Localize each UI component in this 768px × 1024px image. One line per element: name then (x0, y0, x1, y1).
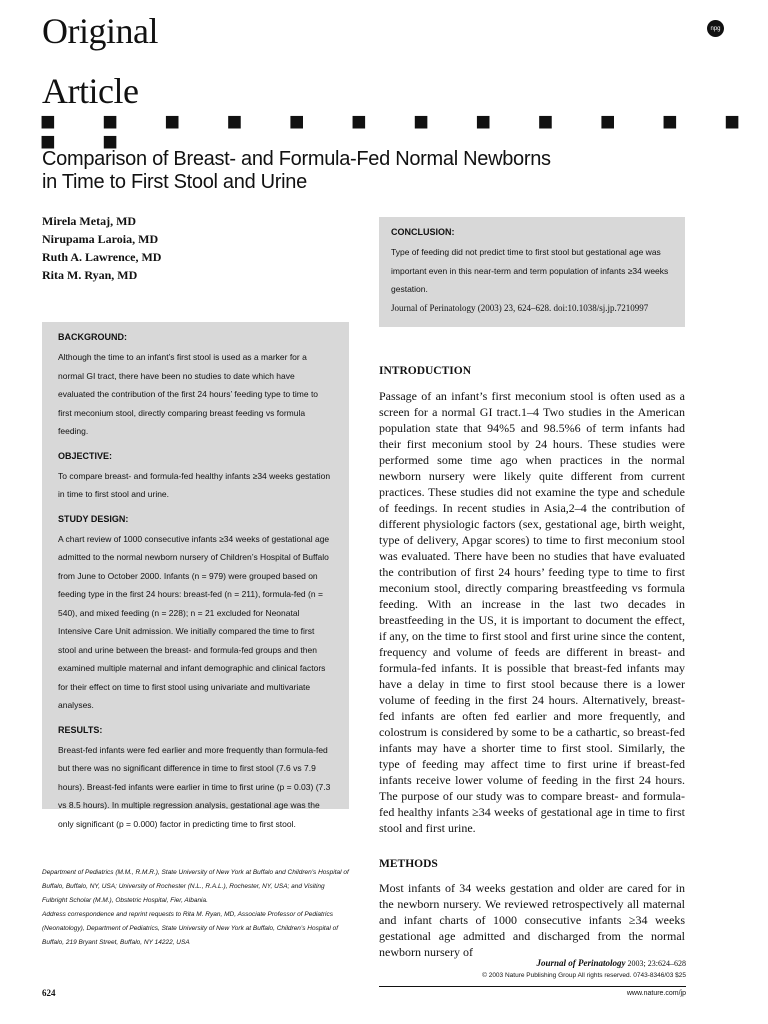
introduction-text: Passage of an infant’s first meconium stool is often used as a screen for a normal GI tract.1–4 Two studies in the American population state that 94%5 and 98.5%6 of term infants had their first meconium stool by 24 hours. These studies were performed some time ago when practices in the normal newborn nursery were likely quite different from current practices. These studies did not examine the type and schedule of feedings. In recent studies in Asia,2–4 the contribution of different physiologic factors (sex, gestational age, birth weight, type of delivery, Apgar scores) to time to first meconium stool was evaluated. There have been no studies that have evaluated the contribution of first 24 hours’ feeding type to time to first meconium stool, directly comparing breastfeeding vs formula feeding. With an increase in the last two decades in breastfeeding in the US, it is important to document the effect, if any, on the time to first stool and first urine since the content, frequency and volume of feeds are different in breast- and formula-fed infants. It is possible that breast-fed infants may have a delay in time to first stool because there is a lower volume of feeding in the first 24 hours. Alternatively, breast-fed infants are often fed earlier and more frequently, and colostrum is considered by some to be a cathartic, so breast-fed infants may have a shorter time to first stool. Similarly, the type of feeding may affect time to first urine if breast-fed infants receive lower volume of feeding in the first 24 hours. The purpose of our study was to compare breast- and formula-fed healthy infants ≥34 weeks of gestational age in time to first stool and first urine. (379, 389, 685, 835)
section-label-original: Original (42, 11, 158, 51)
introduction-heading: INTRODUCTION (379, 365, 472, 377)
objective-text: To compare breast- and formula-fed healthy infants ≥34 weeks gestation in time to first stool and urine. (58, 470, 331, 499)
article-title-line2: in Time to First Stool and Urine (42, 171, 307, 193)
author-name: Ruth A. Lawrence, MD (42, 250, 162, 264)
methods-heading: METHODS (379, 858, 438, 870)
results-heading: RESULTS: (58, 724, 103, 735)
affiliations: Department of Pediatrics (M.M., R.M.R.), State University of New York at Buffalo and Children’s Hospital of Buffalo, Buffalo, NY, USA; University of Rochester (N.L., R.A.L.), Rochester, NY, USA; and Visiting Fulbright Scholar (M.M.), Obstetric Hospital, Fier, Albania. (42, 869, 349, 904)
conclusion-text: Type of feeding did not predict time to first stool but gestational age was important even in this near-term and term population of infants ≥34 weeks gestation. (391, 247, 669, 294)
copyright: © 2003 Nature Publishing Group All rights reserved. 0743-8346/03 $25 (482, 972, 686, 979)
objective-heading: OBJECTIVE: (58, 450, 113, 461)
citation: Journal of Perinatology (2003) 23, 624–628. doi:10.1038/sj.jp.7210997 (391, 302, 649, 313)
article-title-line1: Comparison of Breast- and Formula-Fed Normal Newborns (42, 148, 551, 170)
correspondence-address: Address correspondence and reprint requests to Rita M. Ryan, MD, Associate Professor of Pediatrics (Neonatology), Department of Pediatrics, State University of New York at Buffalo, Children’s Hospital of Buffalo, 219 Bryant Street, Buffalo, NY 14222, USA (42, 911, 339, 946)
background-heading: BACKGROUND: (58, 332, 127, 342)
footer-rule (379, 986, 686, 987)
conclusion-heading: CONCLUSION: (391, 227, 455, 237)
study-design-heading: STUDY DESIGN: (58, 513, 129, 524)
abstract-box (42, 322, 349, 829)
study-design-text: A chart review of 1000 consecutive infants ≥34 weeks of gestational age admitted to the normal newborn nursery of Children’s Hospital of Buffalo from June to October 2000. Infants (n = 979) were grouped based on feeding type in the first 24 hours: breast-fed (n = 211), formula-fed (n = 540), and mixed feeding (n = 228); n = 21 excluded for Neonatal Intensive Care Unit admission. We initially compared the time to first stool and urine between the breast- and formula-fed groups and then examined multiple maternal and infant demographic and clinical factors for their effect on time to first stool using univariate and multivariate analyses. (58, 533, 330, 710)
journal-url[interactable]: www.nature.com/jp (626, 990, 686, 997)
journal-name: Journal of Perinatology (536, 958, 626, 968)
decorative-dots: ■ ■ ■ ■ ■ ■ ■ ■ ■ ■ ■ ■ ■ ■ (40, 107, 760, 156)
article-title (42, 148, 722, 194)
methods-text: Most infants of 34 weeks gestation and older are cared for in the newborn nursery. We reviewed retrospectively all maternal and infant charts of 1000 consecutive infants ≥34 weeks gestational age admitted and discharged from the normal newborn nursery of (379, 881, 685, 959)
author-list (42, 212, 161, 284)
author-name: Rita M. Ryan, MD (42, 268, 138, 282)
background-text: Although the time to an infant’s first stool is used as a marker for a normal GI tract, there have been no studies to date which have evaluated the contribution of the first 24 hours’ feeding type to time to first meconium stool, directly comparing breast feeding vs formula feeding. (58, 352, 319, 436)
npg-logo: npg (707, 20, 724, 37)
journal-footer (470, 958, 686, 968)
results-text: Breast-fed infants were fed earlier and more frequently than formula-fed but there was no significant difference in time to first stool (7.6 vs 7.9 hours). Breast-fed infants were earlier in time to first urine (p = 0.03) (7.3 vs 8.5 hours). In multiple regression analysis, gestational age was the only significant (p = 0.000) factor in predicting time to first stool. (58, 744, 331, 829)
conclusion-box (379, 217, 685, 327)
page-number: 624 (42, 988, 56, 998)
author-name: Nirupama Laroia, MD (42, 232, 159, 246)
journal-info: 2003; 23:624–628 (627, 959, 686, 968)
author-name: Mirela Metaj, MD (42, 214, 137, 228)
section-label-article: Article (42, 71, 139, 111)
